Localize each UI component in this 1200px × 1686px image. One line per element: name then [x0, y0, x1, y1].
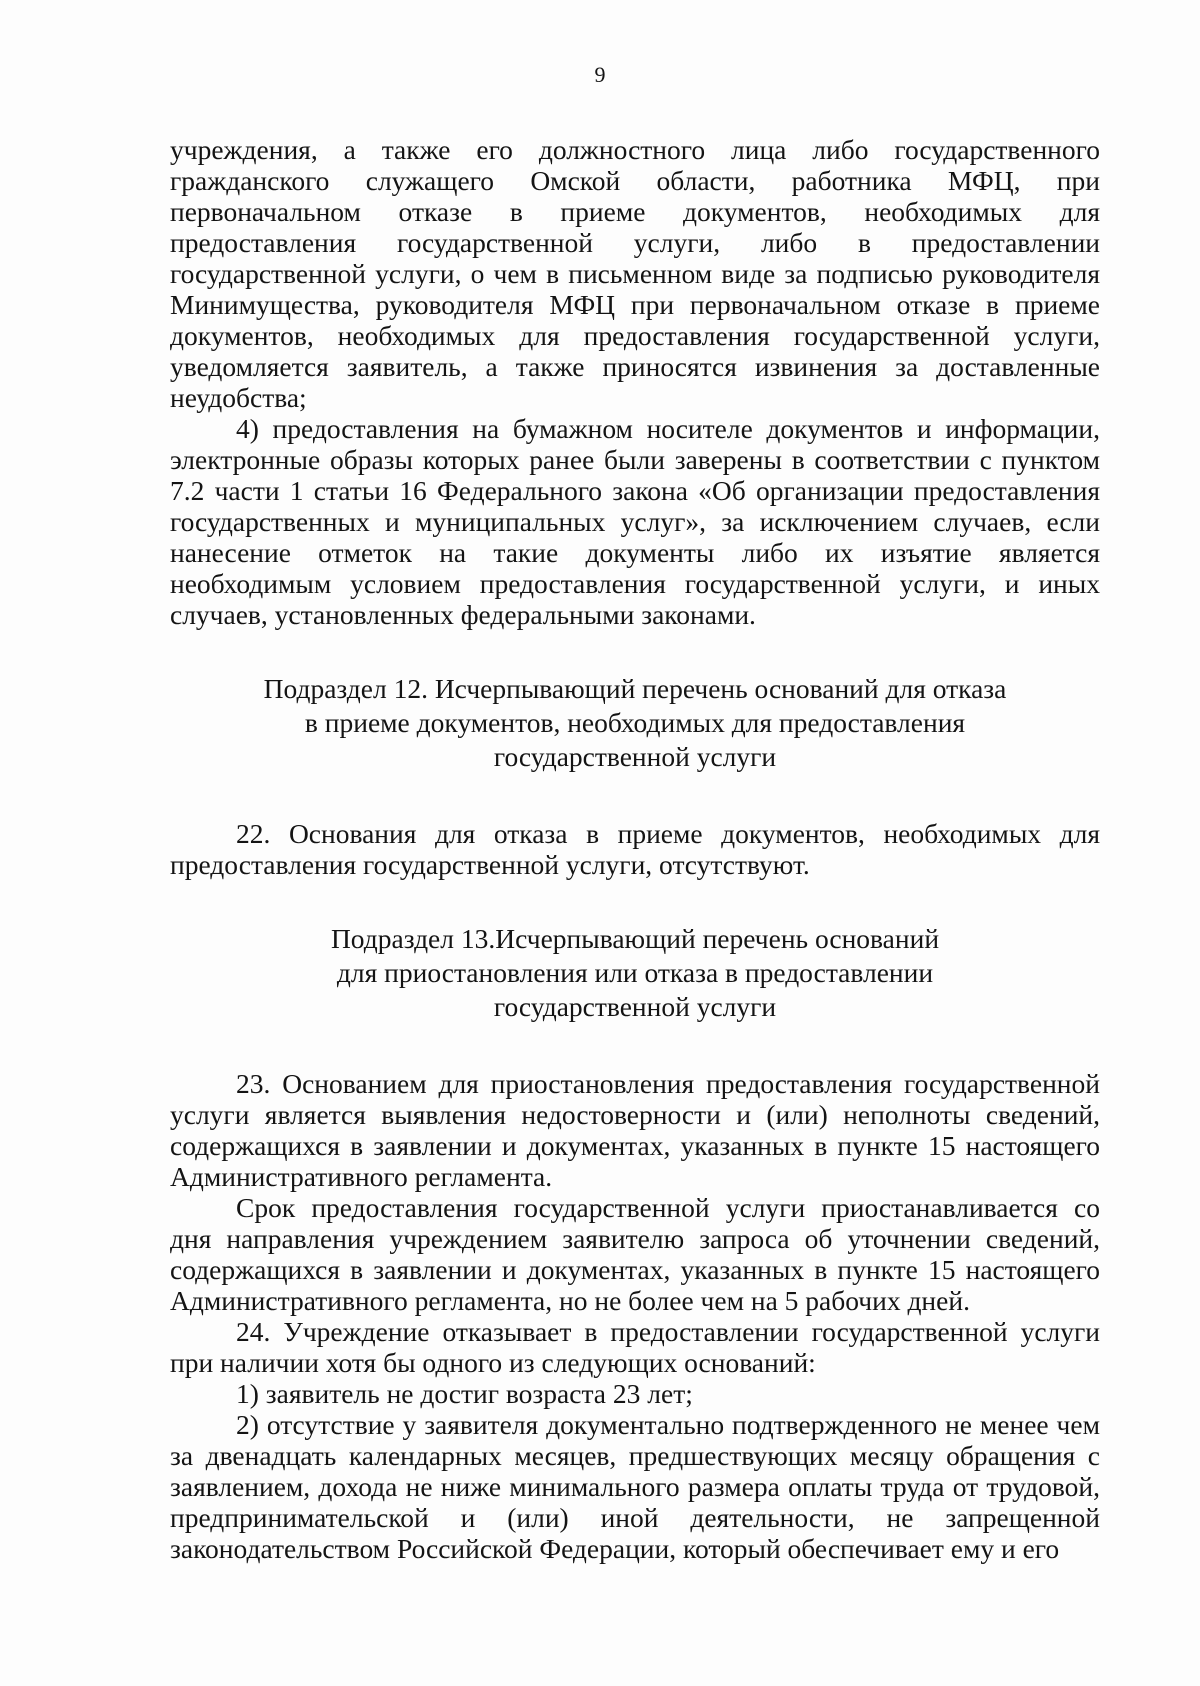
- page-number: 9: [594, 62, 606, 87]
- paragraph-22: 22. Основания для отказа в приеме документов, необходимых для предоставления государственной услуги, отсутствуют.: [170, 818, 1100, 880]
- subsection-12-heading: [210, 672, 1060, 774]
- paragraph-24-item-2: 2) отсутствие у заявителя документально подтвержденного не менее чем за двенадцать календарных месяцев, предшествующих месяцу обращения с заявлением, дохода не ниже минимального размера оплаты труда от трудовой, предпринимательской и (или) иной деятельности, не запрещенной законодательством Российской Федерации, который обеспечивает ему и его: [170, 1409, 1100, 1564]
- paragraph-suspension-term: Срок предоставления государственной услуги приостанавливается со дня направления учреждением заявителю запроса об уточнении сведений, содержащихся в заявлении и документах, указанных в пункте 15 настоящего Административного регламента, но не более чем на 5 рабочих дней.: [170, 1192, 1100, 1316]
- paragraph-23: 23. Основанием для приостановления предоставления государственной услуги является выявления недостоверности и (или) неполноты сведений, содержащихся в заявлении и документах, указанных в пункте 15 настоящего Административного регламента.: [170, 1068, 1100, 1192]
- subsection-13-heading-line-2: для приостановления или отказа в предоставлении: [336, 957, 934, 988]
- paragraph-intro: учреждения, а также его должностного лица либо государственного гражданского служащего Омской области, работника МФЦ, при первоначальном отказе в приеме документов, необходимых для предоставления государственной услуги, либо в предоставлении государственной услуги, о чем в письменном виде за подписью руководителя Минимущества, руководителя МФЦ при первоначальном отказе в приеме документов, необходимых для предоставления государственной услуги, уведомляется заявитель, а также приносятся извинения за доставленные неудобства;: [170, 134, 1100, 413]
- subsection-13-heading-line-3: государственной услуги: [493, 991, 777, 1022]
- paragraph-24-item-1: 1) заявитель не достиг возраста 23 лет;: [236, 1378, 693, 1409]
- subsection-12-heading-line-3: государственной услуги: [493, 741, 777, 772]
- subsection-13-heading: [210, 922, 1060, 1024]
- paragraph-item-4: 4) предоставления на бумажном носителе документов и информации, электронные образы которых ранее были заверены в соответствии с пунктом 7.2 части 1 статьи 16 Федерального закона «Об организации предоставления государственных и муниципальных услуг», за исключением случаев, если нанесение отметок на такие документы либо их изъятие является необходимым условием предоставления государственной услуги, и иных случаев, установленных федеральными законами.: [170, 413, 1100, 630]
- subsection-12-heading-line-2: в приеме документов, необходимых для предоставления: [304, 707, 966, 738]
- document-body: [170, 134, 1100, 1564]
- paragraph-24: 24. Учреждение отказывает в предоставлении государственной услуги при наличии хотя бы одного из следующих оснований:: [170, 1316, 1100, 1378]
- subsection-13-heading-line-1: Подраздел 13.Исчерпывающий перечень оснований: [330, 923, 940, 954]
- subsection-12-heading-line-1: Подраздел 12. Исчерпывающий перечень оснований для отказа: [263, 673, 1007, 704]
